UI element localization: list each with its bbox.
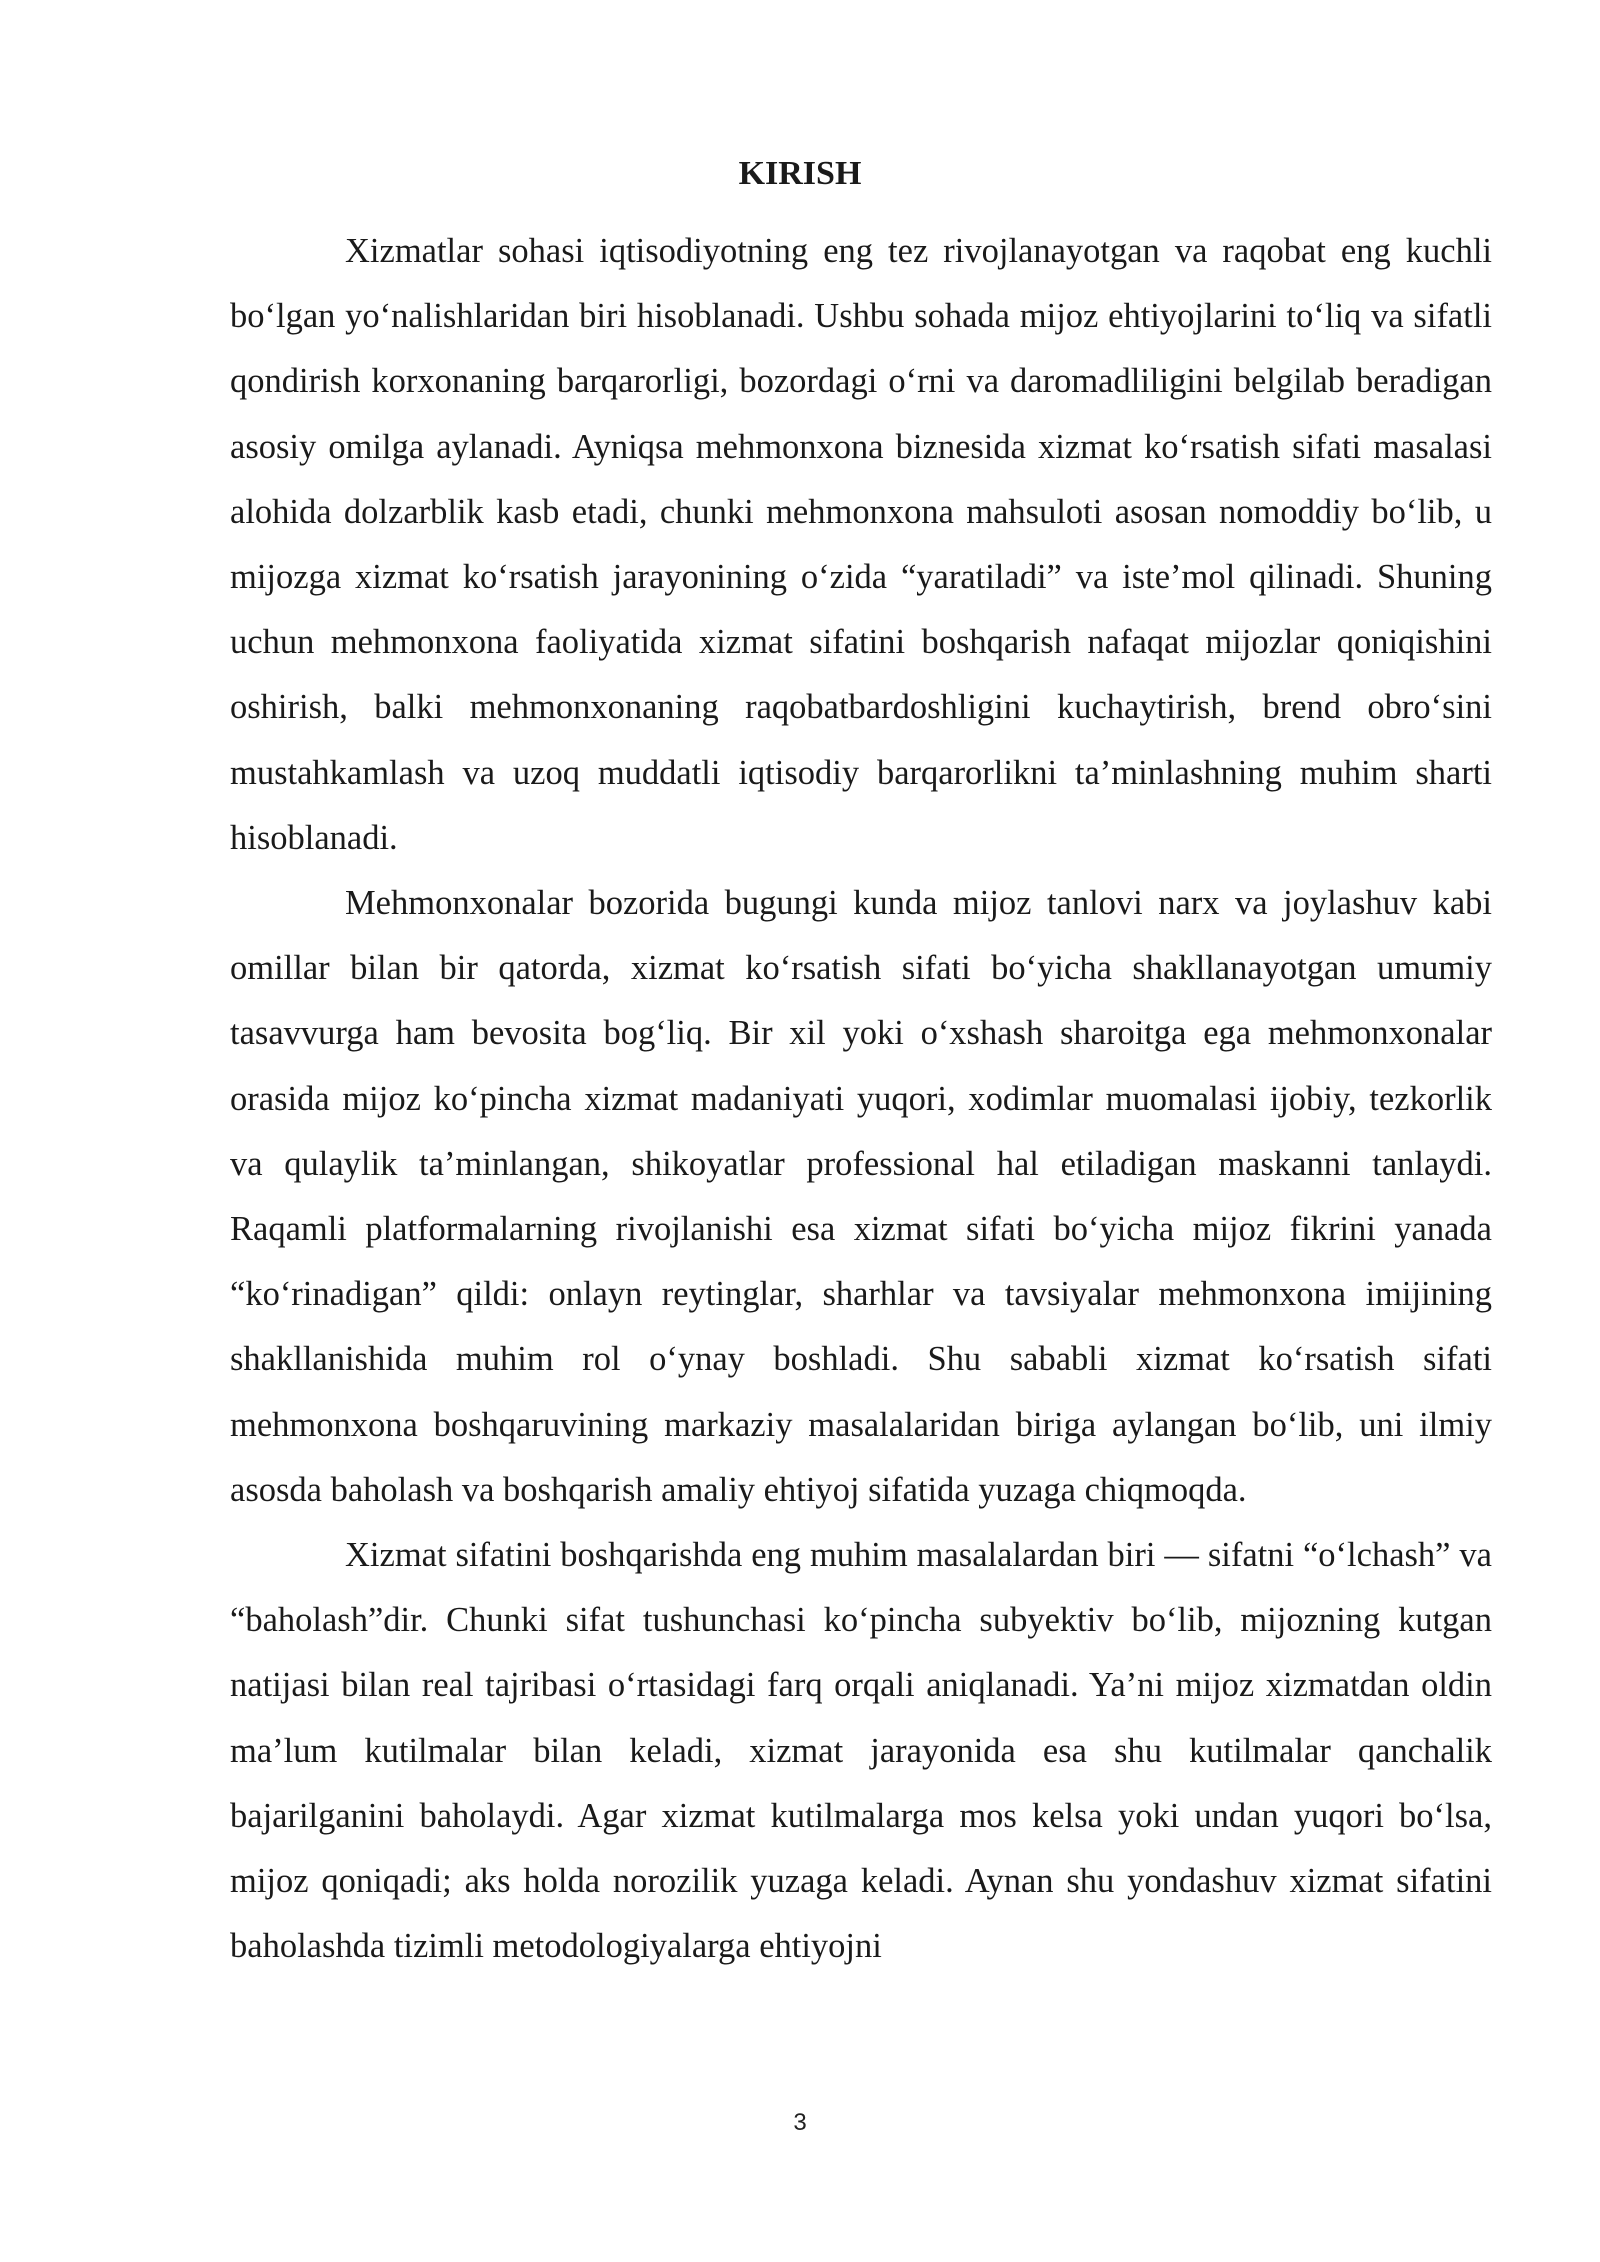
page-number: 3 xyxy=(793,2109,807,2136)
paragraph-3: Xizmat sifatini boshqarishda eng muhim masalalardan biri — sifatni “o‘lchash” va “baholash”dir. Chunki sifat tushunchasi ko‘pincha subyektiv bo‘lib, mijozning kutgan natijasi bilan real tajribasi o‘rtasidagi farq orqali aniqlanadi. Ya’ni mijoz xizmatdan oldin ma’lum kutilmalar bilan keladi, xizmat jarayonida esa shu kutilmalar qanchalik bajarilganini baholaydi. Agar xizmat kutilmalarga mos kelsa yoki undan yuqori bo‘lsa, mijoz qoniqadi; aks holda norozilik yuzaga keladi. Aynan shu yondashuv xizmat sifatini baholashda tizimli metodologiyalarga ehtiyojni xyxy=(230,1536,1492,1966)
body-text xyxy=(230,219,1492,1979)
section-heading: KIRISH xyxy=(738,155,862,192)
paragraph-1: Xizmatlar sohasi iqtisodiyotning eng tez rivojlanayotgan va raqobat eng kuchli bo‘lgan yo‘nalishlaridan biri hisoblanadi. Ushbu sohada mijoz ehtiyojlarini to‘liq va sifatli qondirish korxonaning barqarorligi, bozordagi o‘rni va daromadliligini belgilab beradigan asosiy omilga aylanadi. Ayniqsa mehmonxona biznesida xizmat ko‘rsatish sifati masalasi alohida dolzarblik kasb etadi, chunki mehmonxona mahsuloti asosan nomoddiy bo‘lib, u mijozga xizmat ko‘rsatish jarayonining o‘zida “yaratiladi” va iste’mol qilinadi. Shuning uchun mehmonxona faoliyatida xizmat sifatini boshqarish nafaqat mijozlar qoniqishini oshirish, balki mehmonxonaning raqobatbardoshligini kuchaytirish, brend obro‘sini mustahkamlash va uzoq muddatli iqtisodiy barqarorlikni ta’minlashning muhim sharti hisoblanadi. xyxy=(230,232,1492,857)
paragraph-2: Mehmonxonalar bozorida bugungi kunda mijoz tanlovi narx va joylashuv kabi omillar bilan bir qatorda, xizmat ko‘rsatish sifati bo‘yicha shakllanayotgan umumiy tasavvurga ham bevosita bog‘liq. Bir xil yoki o‘xshash sharoitga ega mehmonxonalar orasida mijoz ko‘pincha xizmat madaniyati yuqori, xodimlar muomalasi ijobiy, tezkorlik va qulaylik ta’minlangan, shikoyatlar professional hal etiladigan maskanni tanlaydi. Raqamli platformalarning rivojlanishi esa xizmat sifati bo‘yicha mijoz fikrini yanada “ko‘rinadigan” qildi: onlayn reytinglar, sharhlar va tavsiyalar mehmonxona imijining shakllanishida muhim rol o‘ynay boshladi. Shu sababli xizmat ko‘rsatish sifati mehmonxona boshqaruvining markaziy masalalaridan biriga aylangan bo‘lib, uni ilmiy asosda baholash va boshqarish amaliy ehtiyoj sifatida yuzaga chiqmoqda. xyxy=(230,884,1492,1509)
